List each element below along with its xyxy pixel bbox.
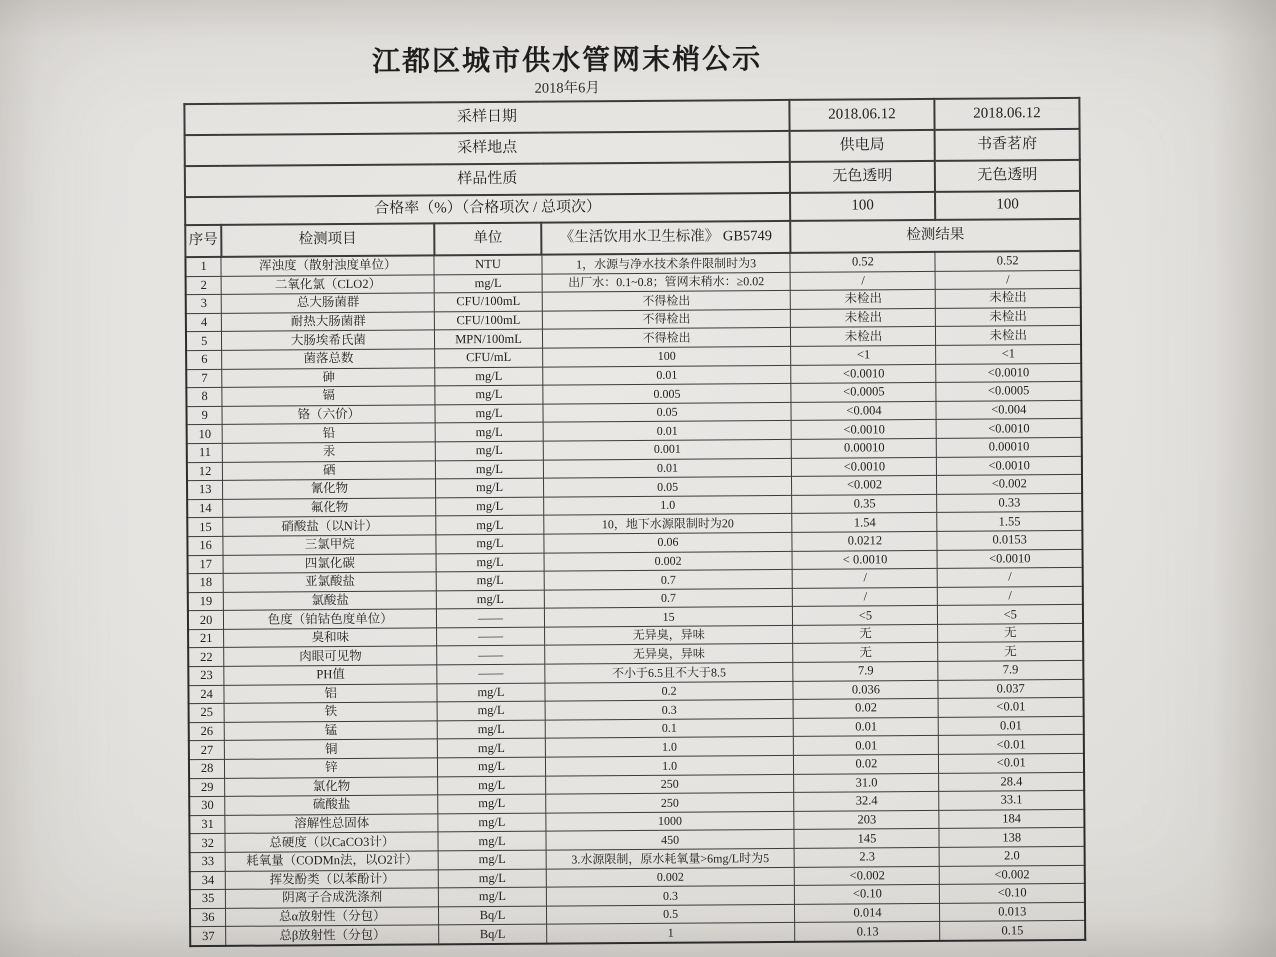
cell-no: 6 [186,350,222,369]
cell-no: 10 [187,425,223,444]
cell-result-2: / [936,270,1081,290]
cell-no: 5 [186,332,222,351]
info-label: 采样地点 [185,131,790,166]
cell-no: 37 [190,927,226,946]
cell-standard: 0.3 [546,886,795,906]
cell-result-1: 0.00010 [792,438,937,458]
cell-result-1: 0.02 [794,699,939,719]
cell-item: 硫酸盐 [225,795,438,815]
cell-item: 亚氯酸盐 [223,572,436,592]
cell-standard: 1.0 [545,737,794,757]
cell-result-2: / [938,586,1083,606]
cell-item: 溶解性总固体 [225,814,438,834]
cell-result-1: <5 [793,606,938,626]
cell-item: 铅 [222,423,435,443]
cell-unit: NTU [434,255,542,275]
col-header-unit: 单位 [434,223,542,256]
cell-result-1: 0.01 [794,736,939,756]
cell-result-1: <0.0010 [791,364,936,384]
cell-unit: —— [437,646,545,665]
cell-item: 锌 [225,758,438,778]
cell-standard: 1 [546,923,795,944]
cell-unit: mg/L [438,832,546,851]
cell-result-1: <0.0010 [792,457,937,477]
cell-item: 总β放射性（分包） [226,925,439,946]
cell-no: 11 [187,443,223,462]
cell-result-1: 0.014 [795,903,940,923]
col-header-no: 序号 [185,225,221,257]
cell-item: 砷 [222,367,435,387]
cell-standard: 不小于6.5且不大于8.5 [544,662,793,682]
cell-item: 硝酸盐（以N计） [223,516,436,536]
cell-unit: MPN/100mL [435,330,543,349]
cell-result-2: 未检出 [936,326,1081,346]
cell-no: 2 [186,276,222,295]
cell-unit: mg/L [439,887,547,906]
cell-result-1: 0.35 [792,494,937,514]
cell-result-2: 无 [938,623,1083,643]
cell-no: 27 [189,741,225,760]
cell-item: 色度（铂钴色度单位） [224,609,437,629]
cell-unit: mg/L [437,720,545,739]
cell-standard: 0.005 [543,384,792,404]
cell-standard: 0.5 [546,904,795,924]
cell-result-1: 0.036 [793,680,938,700]
cell-item: 镉 [222,386,435,406]
cell-result-2: <0.002 [937,475,1082,495]
cell-unit: mg/L [436,460,544,479]
cell-result-1: <0.004 [791,401,936,421]
info-label: 合格率（%）（合格项次 / 总项次） [185,193,790,225]
cell-standard: 不得检出 [542,328,791,348]
cell-standard: 0.05 [543,402,792,422]
cell-item: 菌落总数 [222,349,435,369]
info-value-2: 书香茗府 [935,129,1080,161]
cell-result-1: / [793,569,938,589]
cell-unit: mg/L [439,869,547,888]
cell-standard: 0.7 [544,570,793,590]
cell-result-1: 7.9 [793,661,938,681]
cell-result-2: 28.4 [939,772,1084,792]
cell-result-1: 未检出 [791,327,936,347]
cell-item: 氟化物 [223,498,436,518]
cell-item: 氯酸盐 [224,591,437,611]
cell-result-2: 无 [938,642,1083,662]
cell-unit: mg/L [437,683,545,702]
info-value-1: 100 [790,192,935,221]
cell-result-2: 1.55 [937,512,1082,532]
cell-result-1: 0.02 [794,754,939,774]
cell-item: 氯化物 [225,777,438,797]
cell-item: 铝 [224,684,437,704]
cell-no: 22 [188,648,224,667]
cell-result-1: 未检出 [791,308,936,328]
cell-item: 硒 [223,460,436,480]
cell-standard: 0.002 [546,867,795,887]
info-value-1: 2018.06.12 [789,99,934,131]
cell-no: 17 [188,555,224,574]
col-header-result: 检测结果 [790,219,1080,253]
cell-no: 16 [187,536,223,555]
cell-unit: mg/L [436,515,544,534]
cell-standard: 0.1 [545,718,794,738]
cell-no: 19 [188,592,224,611]
cell-standard: 0.01 [542,365,791,385]
cell-unit: mg/L [438,739,546,758]
cell-result-1: 无 [793,624,938,644]
cell-no: 13 [187,481,223,500]
cell-item: 三氯甲烷 [223,535,436,555]
cell-unit: —— [437,664,545,683]
cell-result-1: 0.0212 [792,531,937,551]
cell-item: 锰 [224,721,437,741]
cell-result-2: 0.037 [938,679,1083,699]
cell-result-2: <5 [938,605,1083,625]
cell-result-2: 33.1 [939,791,1084,811]
cell-no: 30 [189,797,225,816]
cell-item: 总α放射性（分包） [226,907,439,927]
cell-standard: 0.2 [545,681,794,701]
cell-no: 21 [188,629,224,648]
cell-unit: mg/L [435,423,543,442]
cell-standard: 0.01 [543,458,792,478]
cell-standard: 10，地下水源限制时为20 [543,514,792,534]
cell-no: 24 [188,685,224,704]
cell-standard: 250 [545,793,794,813]
cell-item: 总硬度（以CaCO3计） [225,832,438,852]
cell-no: 34 [190,871,226,890]
cell-item: 浑浊度（散射浊度单位） [221,255,434,276]
cell-unit: mg/L [435,385,543,404]
cell-result-2: 0.00010 [937,437,1082,457]
cell-item: 铁 [224,702,437,722]
cell-unit: mg/L [436,553,544,572]
cell-item: PH值 [224,665,437,685]
cell-unit: mg/L [438,813,546,832]
cell-no: 26 [189,722,225,741]
cell-standard: 0.01 [543,421,792,441]
cell-no: 25 [189,704,225,723]
cell-item: 耗氧量（CODMn法，以O2计） [225,851,438,871]
cell-standard: 出厂水：0.1~0.8；管网末稍水：≥0.02 [542,272,791,292]
cell-result-2: 未检出 [936,307,1081,327]
test-rows-section [185,251,1085,946]
cell-result-2: 0.01 [939,716,1084,736]
info-value-1: 无色透明 [790,161,935,193]
cell-item: 肉眼可见物 [224,646,437,666]
cell-no: 33 [190,852,226,871]
cell-result-2: <0.01 [939,698,1084,718]
cell-result-2: 0.0153 [937,530,1082,550]
cell-result-2: <0.002 [940,865,1085,885]
cell-result-1: <0.0010 [792,420,937,440]
cell-item: 四氯化碳 [223,553,436,573]
cell-no: 12 [187,462,223,481]
cell-unit: mg/L [436,497,544,516]
cell-standard: 0.05 [543,477,792,497]
cell-result-1: < 0.0010 [792,550,937,570]
cell-result-2: <1 [936,344,1081,364]
cell-result-1: 无 [793,643,938,663]
cell-standard: 1，水源与净水技术条件限制时为3 [542,253,791,274]
cell-no: 23 [188,666,224,685]
cell-no: 8 [186,388,222,407]
cell-no: 7 [186,369,222,388]
info-label: 样品性质 [185,162,790,197]
cell-item: 二氧化氯（CLO2） [221,275,434,295]
cell-standard: 1.0 [545,755,794,775]
cell-item: 铬（六价） [222,405,435,425]
cell-result-2: / [938,567,1083,587]
cell-result-2: <0.0010 [936,363,1081,383]
cell-no: 28 [189,759,225,778]
cell-unit: mg/L [436,441,544,460]
cell-unit: Bq/L [439,925,547,945]
document-subtitle: 2018年6月 [534,80,600,97]
col-header-item: 检测项目 [221,223,434,256]
cell-standard: 0.002 [544,551,793,571]
cell-result-2: <0.01 [939,735,1084,755]
cell-result-1: <0.002 [795,866,940,886]
cell-standard: 不得检出 [542,309,791,329]
document-title: 江都区城市供水管网末梢公示 [371,43,763,77]
cell-no: 18 [188,573,224,592]
cell-result-2: <0.0010 [937,456,1082,476]
cell-standard: 1000 [546,811,795,831]
cell-no: 1 [185,257,221,276]
cell-no: 32 [189,834,225,853]
cell-standard: 不得检出 [542,291,791,311]
cell-result-2: 138 [939,828,1084,848]
cell-unit: mg/L [436,478,544,497]
cell-result-1: 203 [794,810,939,830]
cell-unit: mg/L [435,404,543,423]
cell-standard: 0.001 [543,439,792,459]
cell-no: 3 [186,295,222,314]
cell-no: 20 [188,611,224,630]
cell-unit: —— [437,608,545,627]
cell-item: 铜 [225,739,438,759]
cell-item: 氰化物 [223,479,436,499]
cell-result-2: 0.52 [935,251,1080,271]
cell-standard: 0.7 [544,588,793,608]
cell-unit: Bq/L [439,906,547,925]
cell-result-1: 32.4 [794,792,939,812]
cell-result-2: 0.15 [940,921,1085,941]
cell-result-1: <0.10 [795,885,940,905]
cell-standard: 0.3 [545,700,794,720]
cell-result-2: 2.0 [940,846,1085,866]
cell-standard: 15 [544,607,793,627]
cell-standard: 450 [546,830,795,850]
cell-result-1: 0.13 [795,922,940,942]
cell-unit: CFU/mL [435,348,543,367]
cell-item: 阴离子合成洗涤剂 [226,888,439,908]
cell-standard: 100 [542,346,791,366]
cell-unit: CFU/100mL [434,292,542,311]
cell-unit: mg/L [437,590,545,609]
cell-result-2: 0.013 [940,902,1085,922]
cell-result-2: <0.01 [939,753,1084,773]
cell-result-2: 0.33 [937,493,1082,513]
cell-standard: 250 [545,774,794,794]
cell-no: 29 [189,778,225,797]
cell-item: 总大肠菌群 [222,293,435,313]
cell-result-1: <0.002 [792,476,937,496]
cell-result-1: 1.54 [792,513,937,533]
col-header-standard: 《生活饮用水卫生标准》 GB5749 [541,221,790,255]
cell-unit: mg/L [438,850,546,869]
cell-standard: 0.06 [544,532,793,552]
cell-standard: 无异臭，异味 [544,644,793,664]
cell-item: 耐热大肠菌群 [222,312,435,332]
cell-result-2: <0.0010 [937,549,1082,569]
cell-no: 14 [187,499,223,518]
cell-unit: mg/L [438,757,546,776]
cell-no: 15 [187,518,223,537]
cell-result-2: <0.0005 [936,382,1081,402]
cell-no: 36 [190,908,226,927]
cell-unit: —— [437,627,545,646]
cell-result-1: 31.0 [794,773,939,793]
cell-unit: CFU/100mL [435,311,543,330]
cell-result-1: 2.3 [795,847,940,867]
cell-standard: 无异臭，异味 [544,625,793,645]
cell-item: 汞 [223,442,436,462]
cell-result-1: <1 [791,345,936,365]
sample-info-section [184,98,1080,225]
cell-no: 35 [190,890,226,909]
info-value-2: 100 [935,191,1080,220]
cell-no: 4 [186,313,222,332]
cell-result-1: 145 [794,829,939,849]
cell-no: 9 [186,406,222,425]
cell-unit: mg/L [438,794,546,813]
water-quality-table [183,97,1086,947]
cell-result-2: 未检出 [936,289,1081,309]
cell-unit: mg/L [434,274,542,293]
cell-no: 31 [189,815,225,834]
cell-item: 臭和味 [224,628,437,648]
info-label: 采样日期 [184,100,789,135]
info-value-2: 2018.06.12 [934,98,1079,130]
cell-result-1: 0.01 [794,717,939,737]
cell-result-1: 0.52 [790,252,935,272]
cell-result-2: 184 [939,809,1084,829]
info-value-2: 无色透明 [935,160,1080,192]
cell-standard: 1.0 [543,495,792,515]
cell-result-2: 7.9 [938,660,1083,680]
cell-unit: mg/L [436,534,544,553]
cell-item: 大肠埃希氏菌 [222,330,435,350]
cell-item: 挥发酚类（以苯酚计） [226,869,439,889]
cell-result-1: / [793,587,938,607]
cell-result-1: <0.0005 [791,383,936,403]
cell-result-1: / [791,271,936,291]
cell-unit: mg/L [435,367,543,386]
cell-unit: mg/L [438,776,546,795]
cell-result-1: 未检出 [791,290,936,310]
cell-unit: mg/L [437,701,545,720]
cell-result-2: <0.10 [940,884,1085,904]
info-value-1: 供电局 [790,130,935,162]
cell-result-2: <0.0010 [937,419,1082,439]
cell-unit: mg/L [436,571,544,590]
cell-result-2: <0.004 [936,400,1081,420]
cell-standard: 3.水源限制，原水耗氧量>6mg/L时为5 [546,848,795,868]
